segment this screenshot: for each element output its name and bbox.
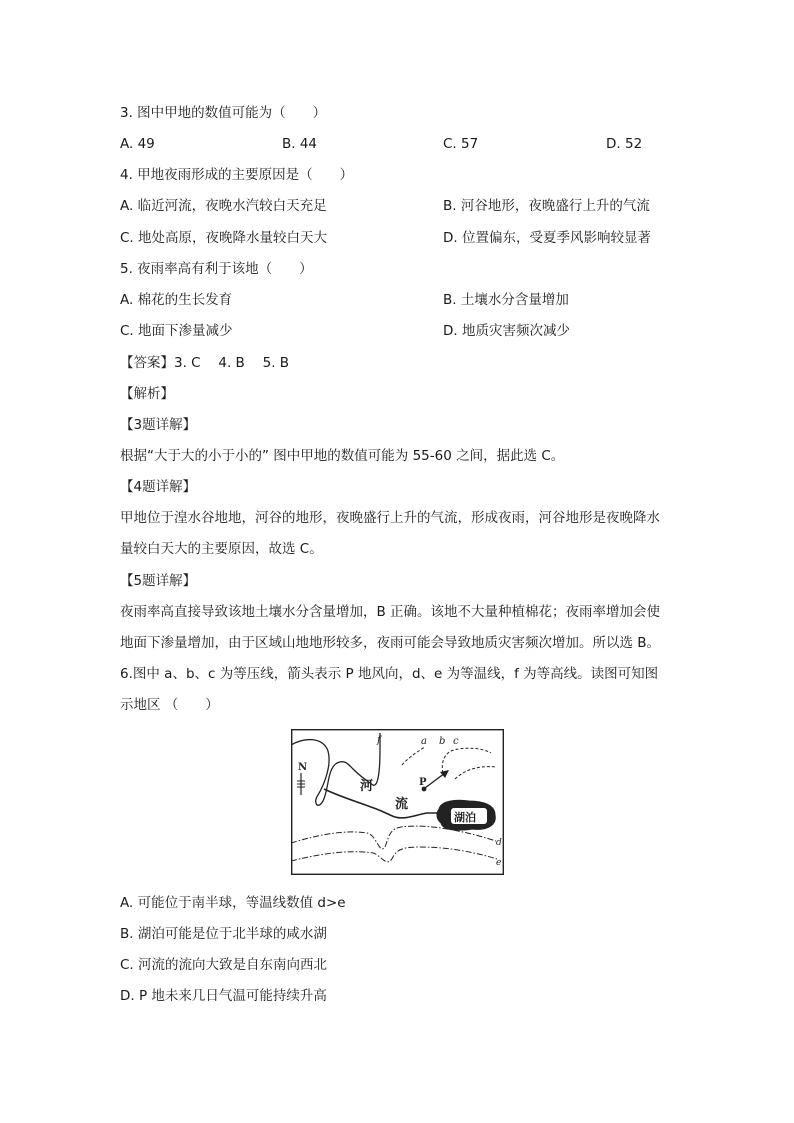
q6-option-d: D. P 地未来几日气温可能持续升高 (120, 988, 327, 1004)
answer-line: 【答案】3. C 4. B 5. B (120, 355, 290, 371)
q5-option-d: D. 地质灾害频次减少 (443, 323, 570, 339)
q3-option-d: D. 52 (606, 136, 643, 152)
detail-5-body-line-1: 夜雨率高直接导致该地土壤水分含量增加，B 正确。该地不大量种植棉花；夜雨率增加会使 (120, 604, 661, 620)
q3-option-c: C. 57 (443, 136, 479, 152)
q6-stem-line-1: 6.图中 a、b、c 为等压线，箭头表示 P 地风向，d、e 为等温线，f 为等高线。读图可知图 (120, 666, 659, 682)
q5-option-a: A. 棉花的生长发育 (120, 292, 233, 308)
q6-option-a: A. 可能位于南半球，等温线数值 d>e (120, 895, 346, 911)
q5-option-c: C. 地面下渗量减少 (120, 323, 233, 339)
label-d: d (496, 838, 502, 848)
detail-3-body: 根据“大于大的小于小的” 图中甲地的数值可能为 55-60 之间，据此选 C。 (120, 448, 565, 464)
label-c: c (453, 736, 459, 747)
q4-option-b: B. 河谷地形，夜晚盛行上升的气流 (443, 198, 650, 214)
detail-5-title: 【5题详解】 (120, 573, 197, 589)
detail-5-body-line-2: 地面下渗量增加，由于区域山地地形较多，夜雨可能会导致地质灾害频次增加。所以选 B。 (120, 635, 661, 651)
q6-stem-line-2: 示地区 （ ） (120, 697, 219, 713)
label-f: f (377, 735, 381, 746)
analysis-title: 【解析】 (120, 386, 174, 402)
q6-option-b: B. 湖泊可能是位于北半球的咸水湖 (120, 926, 327, 942)
q3-stem: 3. 图中甲地的数值可能为（ ） (120, 105, 327, 121)
isoline-map-figure (291, 729, 504, 875)
label-e: e (496, 858, 502, 868)
detail-4-title: 【4题详解】 (120, 479, 197, 495)
q6-option-c: C. 河流的流向大致是自东南向西北 (120, 957, 328, 973)
q3-option-a: A. 49 (120, 136, 155, 152)
q4-stem: 4. 甲地夜雨形成的主要原因是（ ） (120, 167, 354, 183)
label-a: a (421, 736, 427, 747)
lake-label: 湖泊 (454, 811, 476, 824)
detail-4-body-line-1: 甲地位于湟水谷地地，河谷的地形，夜晚盛行上升的气流，形成夜雨，河谷地形是夜晚降水 (120, 510, 660, 526)
svg-text:N: N (298, 762, 308, 773)
q5-stem: 5. 夜雨率高有利于该地（ ） (120, 261, 313, 277)
detail-3-title: 【3题详解】 (120, 417, 197, 433)
q5-option-b: B. 土壤水分含量增加 (443, 292, 569, 308)
q4-option-a: A. 临近河流，夜晚水汽较白天充足 (120, 198, 327, 214)
q4-option-c: C. 地处高原，夜晚降水量较白天大 (120, 230, 328, 246)
detail-4-body-line-2: 量较白天大的主要原因，故选 C。 (120, 541, 323, 557)
q4-option-d: D. 位置偏东，受夏季风影响较显著 (443, 230, 651, 246)
label-p: P (419, 777, 427, 788)
label-b: b (439, 736, 446, 747)
river-label-2: 流 (395, 797, 409, 812)
river-label-1: 河 (360, 779, 374, 794)
q3-option-b: B. 44 (282, 136, 318, 152)
